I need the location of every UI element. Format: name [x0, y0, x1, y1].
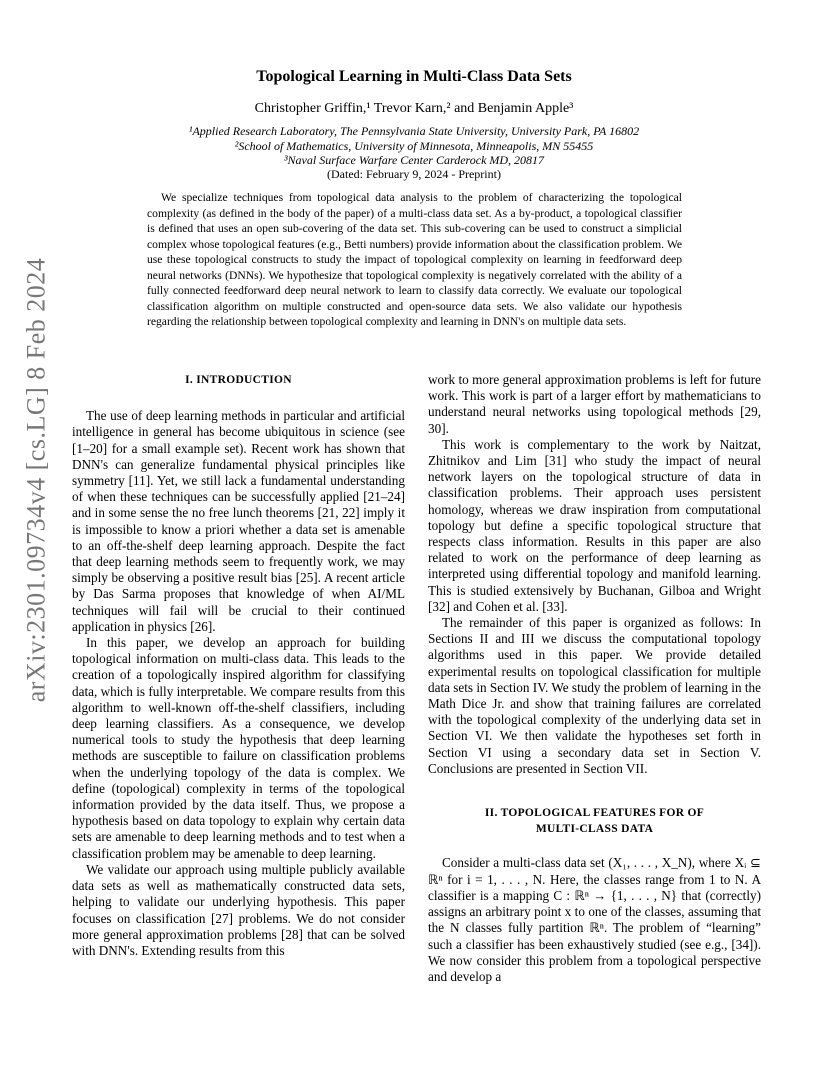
paper-authors: Christopher Griffin,¹ Trevor Karn,² and Benjamin Apple³	[254, 101, 574, 116]
affiliation-3: ³Naval Surface Warfare Center Carderock MD, 20817	[283, 153, 545, 167]
paper-title: Topological Learning in Multi-Class Data Sets	[256, 68, 572, 85]
arxiv-id: arXiv:2301.09734v4 [cs.LG] 8 Feb 2024	[21, 257, 50, 703]
dated-line: (Dated: February 9, 2024 - Preprint)	[327, 167, 501, 181]
right-paragraph-3: The remainder of this paper is organized as follows: In Sections II and III we discuss the computational topology algorithms used in this paper. We provide detailed experimental results on topological classification for multiple data sets in Section IV. We study the problem of learning in the Math Dice Jr. and show that training failures are correlated with the topological complexity of the underlying data set in Section VI. We then validate the hypotheses set forth in Section VI using a secondary data set in Section V. Conclusions are presented in Section VII.	[428, 615, 761, 776]
affiliation-2: ²School of Mathematics, University of Minnesota, Minneapolis, MN 55455	[234, 139, 594, 153]
section-heading-topological-features-line-2: MULTI-CLASS DATA	[535, 823, 654, 836]
section-heading-introduction: I. INTRODUCTION	[185, 374, 292, 386]
intro-paragraph-3: We validate our approach using multiple publicly available data sets as well as mathematically constructed data sets, helping to validate our underlying hypothesis. This paper focuses on classification [27] problems. We do not consider more general approximation problems [28] that can be solved with DNN's. Extending results from this	[72, 861, 405, 958]
section-heading-topological-features-line-1: II. TOPOLOGICAL FEATURES FOR OF	[484, 807, 705, 820]
affiliation-1: ¹Applied Research Laboratory, The Pennsylvania State University, University Park, PA 16802	[188, 124, 640, 138]
right-paragraph-2: This work is complementary to the work by Naitzat, Zhitnikov and Lim [31] who study the impact of neural network layers on the topological structure of data in classification problems. Their approach uses persistent homology, whereas we draw inspiration from computational topology but define a specific topological structure that respects class information. Results in this paper are also related to work on the performance of deep learning as interpreted using differential topology and manifold learning. This is studied extensively by Buchanan, Gilboa and Wright [32] and Cohen et al. [33].	[428, 436, 761, 614]
abstract: We specialize techniques from topological data analysis to the problem of characterizing the topological complexity (as defined in the body of the paper) of a multi-class data set. As a by-product, a topological classifier is defined that uses an open sub-covering of the data set. This sub-covering can be used to construct a simplicial complex whose topological features (e.g., Betti numbers) provide information about the classification problem. We use these topological constructs to study the impact of topological complexity on learning in feedforward deep neural networks (DNNs). We hypothesize that topological complexity is negatively correlated with the ability of a fully connected feedforward deep neural network to learn to classify data correctly. We evaluate our topological classification algorithm on multiple constructed and open-source data sets. We also validate our hypothesis regarding the relationship between topological complexity and learning in DNN's on multiple data sets.	[147, 191, 682, 328]
left-column	[72, 372, 405, 959]
right-column	[428, 372, 761, 985]
intro-paragraph-2: In this paper, we develop an approach for building topological information on multi-class data. This leads to the creation of a topologically inspired algorithm for classifying data, which is fully interpretable. We compare results from this algorithm to well-known off-the-shelf classifiers, including deep learning classifiers. As a consequence, we develop numerical tools to study the hypothesis that deep learning methods are susceptible to failure on classification problems when the underlying topology of the data is complex. We define (topological) complexity in terms of the topological information provided by the data itself. Thus, we propose a hypothesis based on data topology to explain why certain data sets are amenable to deep learning methods and to test when a classification problem may be amenable to deep learning.	[72, 635, 405, 861]
arxiv-sidebar	[12, 250, 60, 710]
intro-paragraph-1: The use of deep learning methods in particular and artificial intelligence in general has become ubiquitous in science (see [1–20] for a small example set). Recent work has shown that DNN's can generalize fundamental physical principles like symmetry [11]. Yet, we still lack a fundamental understanding of when these techniques can be successfully applied [21–24] and in some sense the no free lunch theorems [21, 22] imply it is impossible to know a priori whether a data set is amenable to an off-the-shelf deep learning approach. Despite the fact that deep learning methods seem to frequently work, we may simply be observing a positive result bias [25]. A recent article by Das Sarma proposes that knowledge of when AI/ML techniques will fail will be crucial to their continued application in physics [26].	[72, 408, 405, 634]
right-paragraph-1: work to more general approximation problems is left for future work. This work is part of a larger effort by mathematicians to understand neural networks using topological methods [29, 30].	[428, 372, 761, 436]
section2-paragraph-1: Consider a multi-class data set (X₁, . . . , X_N), where Xᵢ ⊆ ℝⁿ for i = 1, . . . , N. Here, the classes range from 1 to N. A classifier is a mapping C : ℝⁿ → {1, . . . , N} that (correctly) assigns an arbitrary point x to one of the classes, assuming that the N classes fully partition ℝⁿ. The problem of “learning” such a classifier has been exhaustively studied (see e.g., [34]). We now consider this problem from a topological perspective and develop a	[428, 855, 761, 984]
